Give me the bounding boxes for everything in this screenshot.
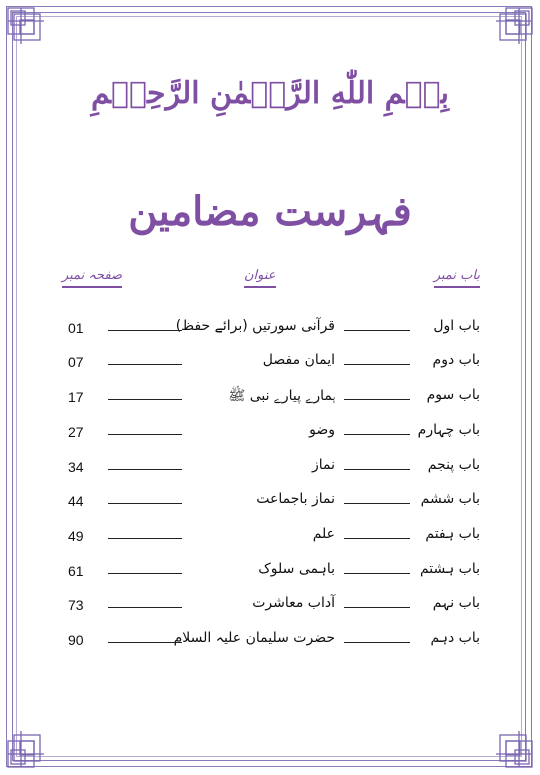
toc-row[interactable] [0, 630, 540, 652]
toc-row[interactable] [0, 352, 540, 374]
toc-subject: علم [312, 526, 335, 542]
toc-subject: باہمی سلوک [258, 561, 335, 577]
toc-chapter: باب چہارم [417, 422, 480, 438]
toc-subject: نماز باجماعت [256, 491, 335, 507]
leader-line [108, 538, 182, 539]
leader-line [108, 607, 182, 608]
column-header-subject [244, 268, 276, 288]
toc-subject: نماز [311, 457, 335, 473]
toc-page-number: 44 [68, 493, 84, 509]
toc-row[interactable] [0, 595, 540, 617]
leader-line [344, 573, 410, 574]
corner-ornament-top-left [4, 4, 48, 48]
toc-page-number: 61 [68, 563, 84, 579]
toc-chapter: باب اول [433, 318, 480, 334]
toc-page-number: 01 [68, 320, 84, 336]
toc-chapter: باب دہم [430, 630, 480, 646]
column-header-subject-label: عنوان [244, 268, 276, 283]
toc-row[interactable] [0, 561, 540, 583]
toc-chapter: باب سوم [426, 387, 480, 403]
toc-page-number: 49 [68, 528, 84, 544]
toc-page-number: 34 [68, 459, 84, 475]
toc-chapter: باب ہشتم [419, 561, 480, 577]
leader-line [344, 469, 410, 470]
toc-row[interactable] [0, 457, 540, 479]
leader-line [108, 434, 182, 435]
leader-line [344, 538, 410, 539]
leader-line [108, 364, 182, 365]
column-header-chapter [434, 268, 480, 288]
toc-subject: ہمارے پیارے نبی ﷺ [228, 388, 335, 404]
leader-line [344, 642, 410, 643]
column-header-underline [62, 286, 122, 288]
leader-line [344, 434, 410, 435]
toc-subject: وضو [309, 422, 335, 438]
leader-line [344, 330, 410, 331]
corner-ornament-bottom-right [492, 727, 536, 771]
toc-chapter: باب نہم [432, 595, 480, 611]
toc-row[interactable] [0, 526, 540, 548]
toc-subject: حضرت سلیمان علیہ السلام [173, 630, 335, 646]
toc-page-number: 27 [68, 424, 84, 440]
column-header-underline [434, 286, 480, 288]
toc-subject: قرآنی سورتیں (برائے حفظ) [175, 318, 335, 334]
leader-line [344, 364, 410, 365]
toc-page-number: 17 [68, 389, 84, 405]
toc-row[interactable] [0, 491, 540, 513]
corner-ornament-bottom-left [4, 727, 48, 771]
leader-line [108, 573, 182, 574]
leader-line [344, 503, 410, 504]
leader-line [108, 399, 182, 400]
leader-line [108, 330, 182, 331]
toc-page-number: 73 [68, 597, 84, 613]
toc-chapter: باب دوم [432, 352, 480, 368]
leader-line [344, 399, 410, 400]
toc-row[interactable] [0, 318, 540, 340]
leader-line [108, 642, 182, 643]
toc-row[interactable] [0, 387, 540, 409]
toc-row[interactable] [0, 422, 540, 444]
toc-chapter: باب پنجم [427, 457, 480, 473]
toc-subject: آداب معاشرت [252, 595, 335, 611]
page-title: فہرست مضامین [128, 188, 412, 235]
column-header-underline [244, 286, 276, 288]
toc-page-number: 07 [68, 354, 84, 370]
leader-line [108, 503, 182, 504]
column-header-page [62, 268, 122, 288]
column-header-page-label: صفحہ نمبر [62, 268, 122, 283]
toc-page-number: 90 [68, 632, 84, 648]
leader-line [344, 607, 410, 608]
corner-ornament-top-right [492, 4, 536, 48]
toc-subject: ایمان مفصل [262, 352, 335, 368]
bismillah-heading: بِسۡمِ اللّٰهِ الرَّحۡمٰنِ الرَّحِیۡمِ [91, 76, 449, 111]
column-header-chapter-label: باب نمبر [433, 268, 480, 283]
toc-chapter: باب ہفتم [425, 526, 480, 542]
toc-chapter: باب ششم [420, 491, 480, 507]
leader-line [108, 469, 182, 470]
